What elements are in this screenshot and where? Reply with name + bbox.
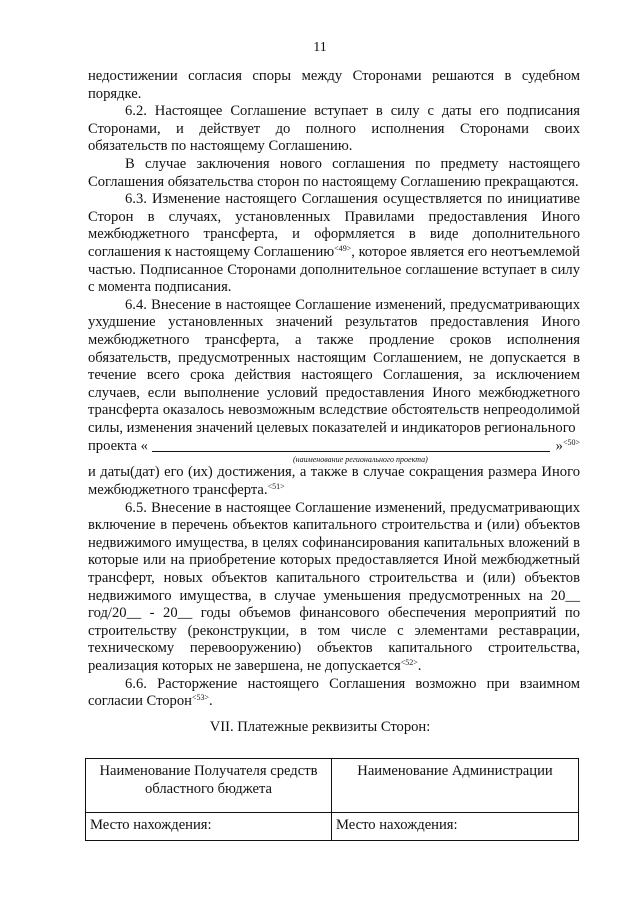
recipient-name-header: Наименование Получателя средств областного бюджета — [86, 759, 332, 813]
section-vii-title: VII. Платежные реквизиты Сторон: — [209, 719, 431, 735]
footnote-49-ref: <49> — [334, 243, 352, 253]
paragraph-6-2: 6.2. Настоящее Соглашение вступает в силу с даты его подписания Сторонами, и действует до полного исполнения Сторонами своих обязательств по настоящему Соглашению. — [88, 103, 580, 155]
recipient-location-cell: Место нахождения: — [86, 813, 332, 841]
footnote-51-ref: <51> — [267, 482, 285, 492]
requisites-table — [85, 758, 579, 841]
paragraph-6-5: 6.5. Внесение в настоящее Соглашение изменений, предусматривающих включение в перечень объектов капитального строительства и (или) объектов недвижимого имущества, в целях софинансирования капитальных вложений в которые или на приобретение которых предоставляется Иной межбюджетный трансферт, новых объектов капитального строительства и (или) объектов недвижимого имущества, в случае уменьшения предусмотренных на 20__ год/20__ - 20__ годы объемов финансового обеспечения мероприятий по строительству (реконструкции, в том числе с элементами реставрации, техническому перевооружению) объектов капитального строительства, реализация которых не завершена, не допускается$^{<52>}$. — [88, 499, 580, 674]
paragraph-6-3-text: 6.3. Изменение настоящего Соглашения осуществляется по инициативе Сторон в случаях, установленных Правилами предоставления Иного межбюджетного трансферта, и оформляется в виде дополнительного соглашения к настоящему Соглашению — [88, 191, 580, 260]
regional-project-line — [88, 437, 580, 455]
table-row — [86, 813, 579, 841]
paragraph-6-1-end: недостижении согласия споры между Сторонами решаются в судебном порядке. — [88, 68, 580, 102]
regional-project-caption: (наименование регионального проекта) — [293, 455, 428, 465]
project-prefix: проекта « — [88, 437, 148, 454]
document-body — [88, 68, 580, 711]
paragraph-6-6: 6.6. Расторжение настоящего Соглашения возможно при взаимном согласии Сторон$^{<53>}$. — [88, 675, 580, 710]
administration-location-cell: Место нахождения: — [332, 813, 579, 841]
paragraph-6-4-end: и даты(дат) его (их) достижения, а также в случае сокращения размера Иного межбюджетного трансферта.$^{<51>}$ — [88, 464, 580, 499]
paragraph-new-agreement: В случае заключения нового соглашения по предмету настоящего Соглашения обязательства сторон по настоящему Соглашению прекращаются. — [88, 155, 580, 190]
paragraph-6-3-text-cont: , которое является его неотъемлемой частью. Подписанное Сторонами дополнительное соглашение вступает в силу с момента подписания. — [88, 243, 580, 296]
footnote-53-ref: <53> — [191, 693, 209, 703]
footnote-50-ref: <50> — [562, 437, 580, 447]
administration-name-header: Наименование Администрации — [332, 759, 579, 813]
paragraph-6-4: 6.4. Внесение в настоящее Соглашение изменений, предусматривающих ухудшение установленных значений результатов предоставления Иного межбюджетного трансферта, а также продление сроков исполнения обязательств, предусмотренных настоящим Соглашением, не допускается в течение всего срока действия настоящего Соглашения, за исключением случаев, если выполнение условий предоставления Иного межбюджетного трансферта оказалось невозможным вследствие обстоятельств непреодолимой силы, изменения значений целевых показателей и индикаторов регионального — [88, 296, 580, 436]
paragraph-6-3 — [88, 191, 580, 297]
regional-project-blank — [152, 437, 550, 452]
footnote-52-ref: <52> — [400, 658, 418, 667]
project-suffix: »$^{<50>}$ — [555, 437, 580, 454]
table-header-row — [86, 759, 579, 813]
page-number: 11 — [313, 40, 327, 55]
